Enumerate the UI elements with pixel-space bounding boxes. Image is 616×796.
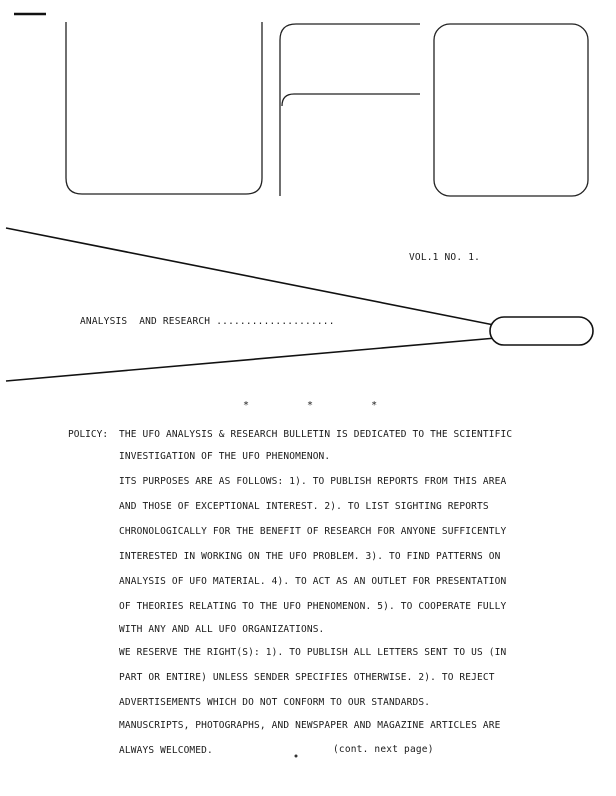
issue-number: VOL.1 NO. 1.: [409, 252, 481, 263]
policy-line: INVESTIGATION OF THE UFO PHENOMENON.: [119, 451, 331, 462]
beam-line-lower: [6, 338, 496, 381]
policy-label: POLICY:: [68, 429, 109, 440]
tagline-dots: ....................: [216, 316, 335, 327]
tagline-text: ANALYSIS AND RESEARCH: [80, 316, 211, 327]
policy-line: WE RESERVE THE RIGHT(S): 1). TO PUBLISH ALL LETTERS SENT TO US (IN: [119, 647, 507, 658]
policy-line: AND THOSE OF EXCEPTIONAL INTEREST. 2). TO LIST SIGHTING REPORTS: [119, 501, 489, 512]
policy-line: MANUSCRIPTS, PHOTOGRAPHS, AND NEWSPAPER AND MAGAZINE ARTICLES ARE: [119, 720, 501, 731]
policy-line: PART OR ENTIRE) UNLESS SENDER SPECIFIES OTHERWISE. 2). TO REJECT: [119, 672, 495, 683]
logo-letter-f-bar: [282, 94, 420, 106]
page-mark: [295, 755, 298, 758]
section-separator: * * *: [243, 400, 404, 411]
beam-line-upper: [6, 228, 494, 325]
policy-line: THE UFO ANALYSIS & RESEARCH BULLETIN IS DEDICATED TO THE SCIENTIFIC: [119, 429, 513, 440]
policy-line: WITH ANY AND ALL UFO ORGANIZATIONS.: [119, 624, 325, 635]
policy-line: ALWAYS WELCOMED.: [119, 745, 213, 756]
policy-line: ITS PURPOSES ARE AS FOLLOWS: 1). TO PUBLISH REPORTS FROM THIS AREA: [119, 476, 507, 487]
logo-letter-u: [66, 22, 262, 194]
craft-icon: [490, 317, 593, 345]
policy-line: ANALYSIS OF UFO MATERIAL. 4). TO ACT AS AN OUTLET FOR PRESENTATION: [119, 576, 507, 587]
tagline: [80, 317, 335, 327]
continued-note: (cont. next page): [333, 744, 434, 755]
policy-line: INTERESTED IN WORKING ON THE UFO PROBLEM. 3). TO FIND PATTERNS ON: [119, 551, 501, 562]
policy-line: OF THEORIES RELATING TO THE UFO PHENOMENON. 5). TO COOPERATE FULLY: [119, 601, 507, 612]
policy-line: ADVERTISEMENTS WHICH DO NOT CONFORM TO OUR STANDARDS.: [119, 697, 431, 708]
logo-letter-o: [434, 24, 588, 196]
policy-line: CHRONOLOGICALLY FOR THE BENEFIT OF RESEARCH FOR ANYONE SUFFICENTLY: [119, 526, 507, 537]
logo-letter-f-outer: [280, 24, 420, 196]
